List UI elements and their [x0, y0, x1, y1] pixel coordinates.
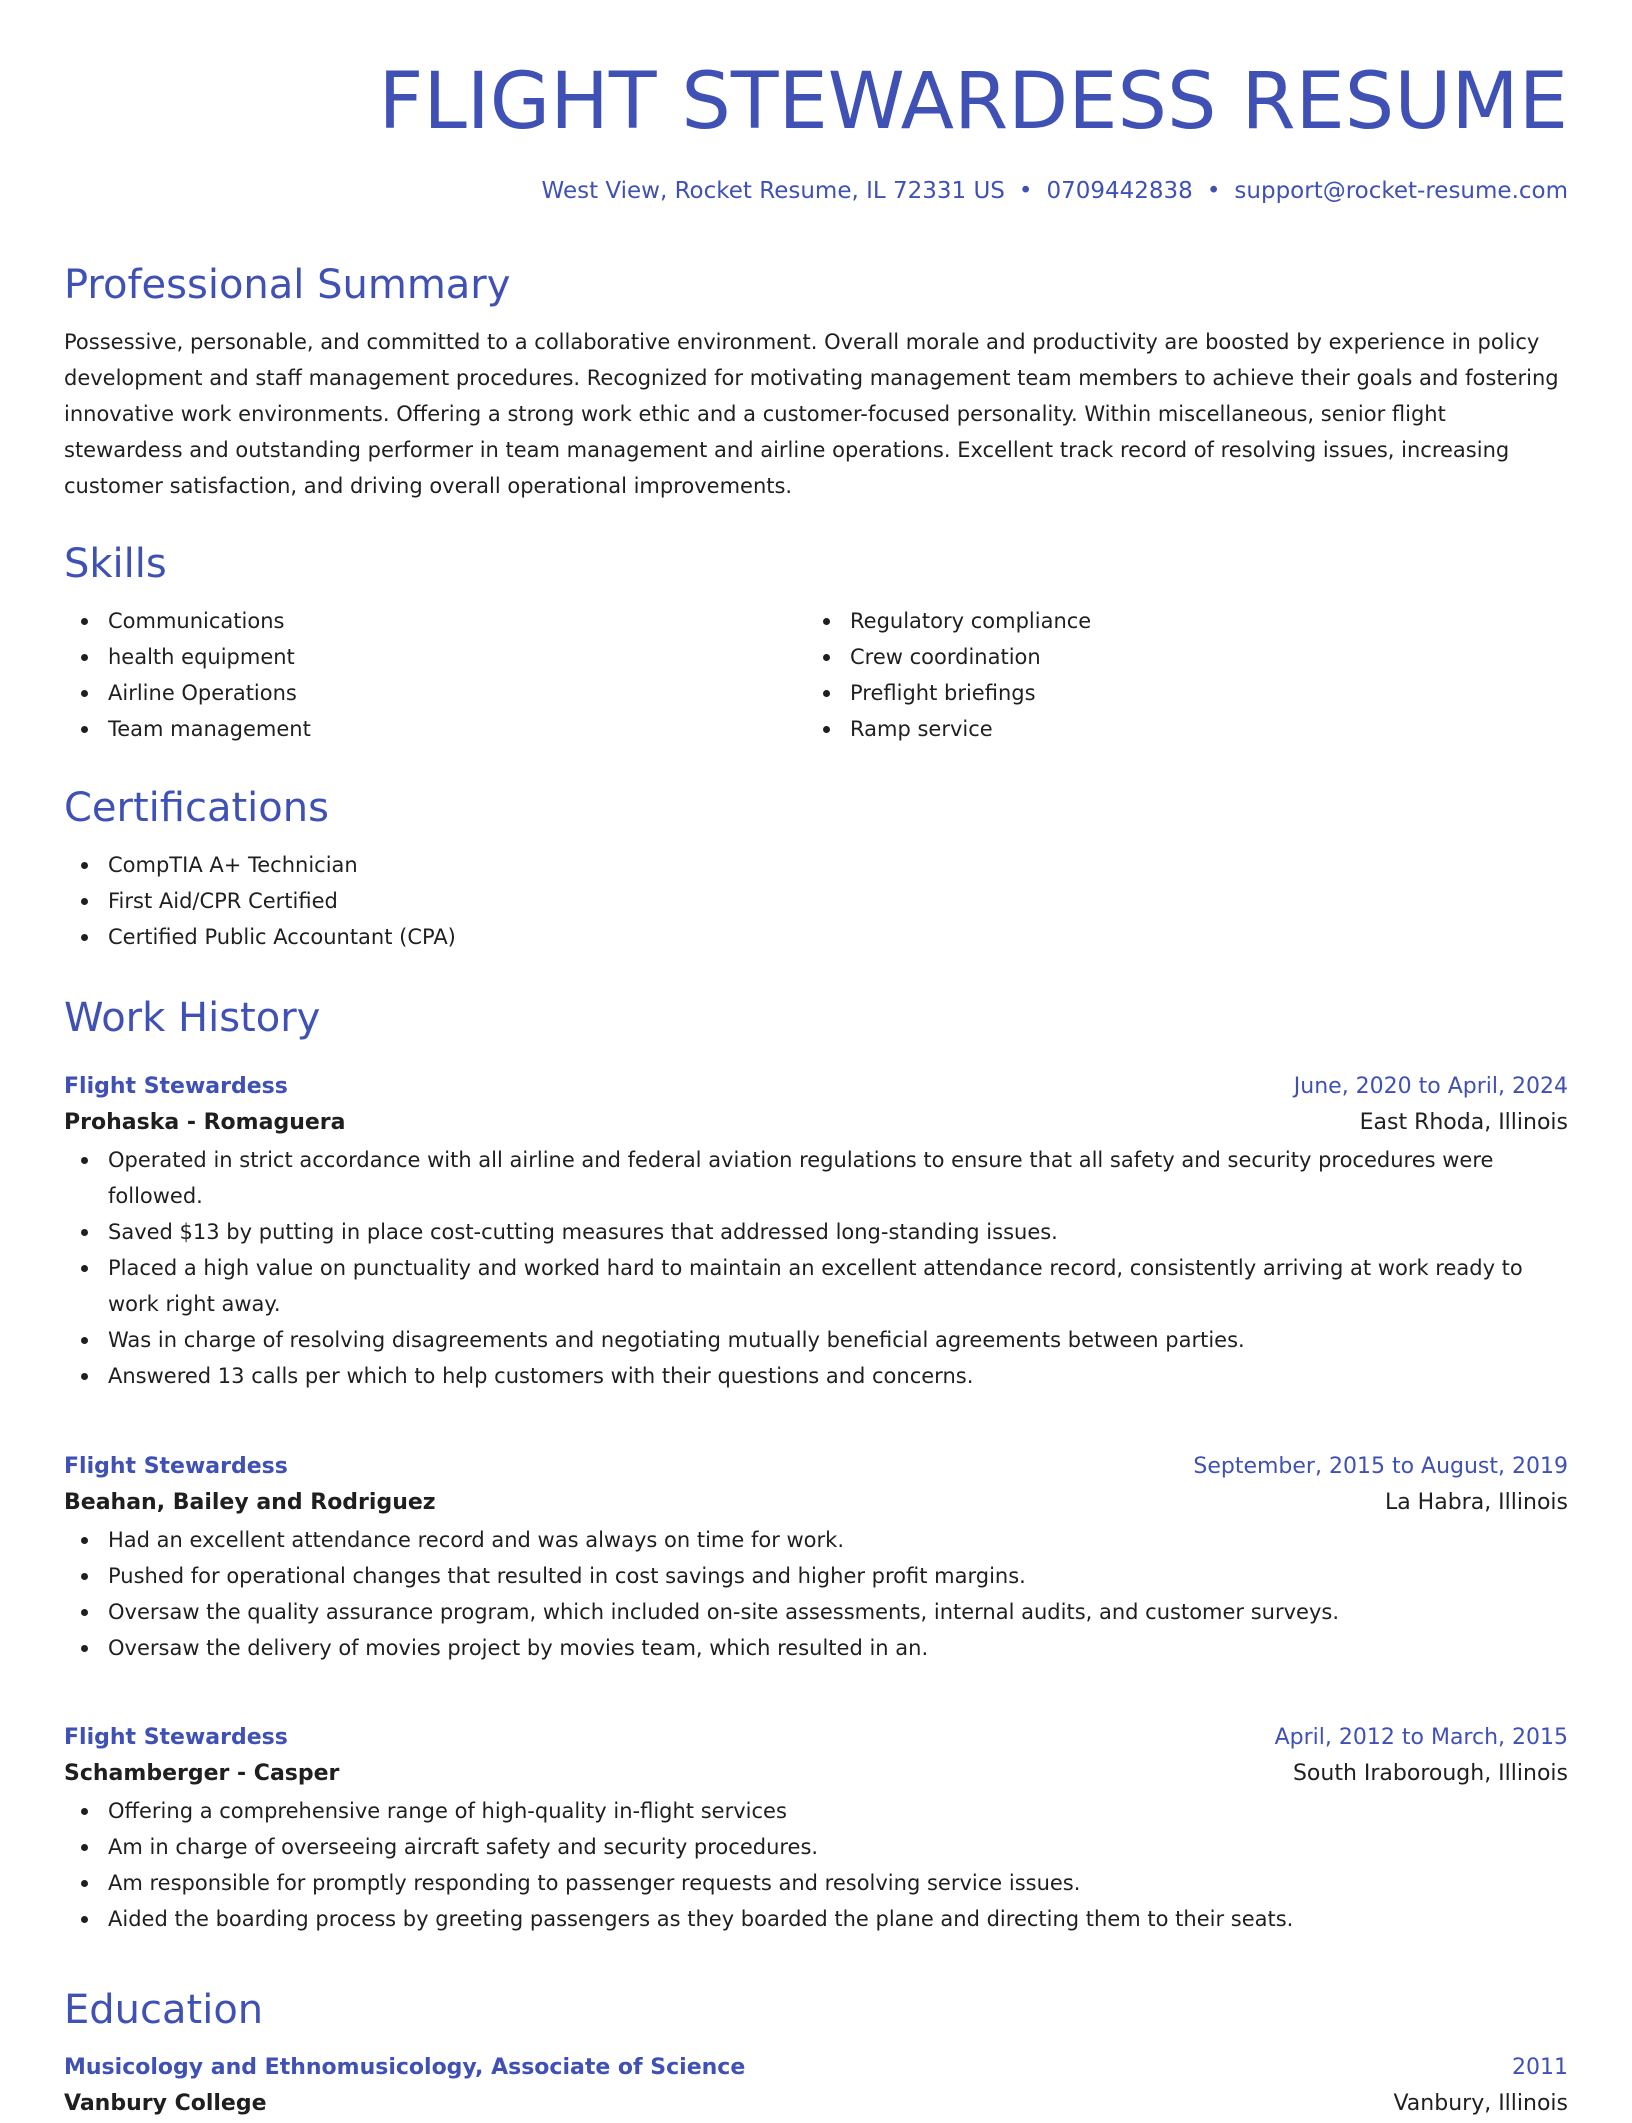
job-bullet: Aided the boarding process by greeting passengers as they boarded the plane and directing them to their seats.	[64, 1901, 1568, 1937]
job-bullet: Placed a high value on punctuality and worked hard to maintain an excellent attendance record, consistently arriving at work ready to work right away.	[64, 1250, 1568, 1322]
summary-section	[64, 260, 1568, 504]
skills-heading: Skills	[64, 541, 167, 587]
job-title: Flight Stewardess	[64, 1725, 288, 1750]
job-title: Flight Stewardess	[64, 1074, 288, 1099]
job-entry	[64, 1070, 1568, 1394]
skills-column-left	[64, 603, 806, 747]
work-history-section	[64, 993, 1568, 1043]
job-bullet: Answered 13 calls per which to help customers with their questions and concerns.	[64, 1358, 1568, 1394]
skill-item: Regulatory compliance	[806, 603, 1548, 639]
job-bullet: Had an excellent attendance record and was always on time for work.	[64, 1522, 1568, 1558]
job-company: Beahan, Bailey and Rodriguez	[64, 1490, 436, 1515]
contact-address: West View, Rocket Resume, IL 72331 US	[541, 178, 1005, 204]
skill-item: Crew coordination	[806, 639, 1548, 675]
job-company: Prohaska - Romaguera	[64, 1110, 346, 1135]
work-history-heading: Work History	[64, 995, 321, 1041]
skill-item: health equipment	[64, 639, 806, 675]
job-bullets	[64, 1793, 1568, 1937]
skill-item: Airline Operations	[64, 675, 806, 711]
certification-item: Certified Public Accountant (CPA)	[64, 919, 1568, 955]
resume-title: FLIGHT STEWARDESS RESUME	[378, 57, 1568, 147]
job-bullet: Oversaw the quality assurance program, which included on-site assessments, internal audits, and customer surveys.	[64, 1594, 1568, 1630]
job-bullets	[64, 1522, 1568, 1666]
skills-column-right	[806, 603, 1548, 747]
job-location: East Rhoda, Illinois	[1359, 1110, 1568, 1135]
job-entry	[64, 1450, 1568, 1666]
education-entry	[64, 2051, 1568, 2123]
education-section	[64, 1985, 1568, 2123]
contact-phone: 0709442838	[1046, 178, 1193, 204]
skill-item: Team management	[64, 711, 806, 747]
skills-section	[64, 539, 1568, 747]
job-location: La Habra, Illinois	[1384, 1490, 1568, 1515]
skill-item: Communications	[64, 603, 806, 639]
education-heading: Education	[64, 1987, 264, 2033]
job-dates: September, 2015 to August, 2019	[1193, 1454, 1568, 1479]
contact-email[interactable]: support@rocket-resume.com	[1234, 178, 1568, 204]
job-company: Schamberger - Casper	[64, 1761, 340, 1786]
job-bullet: Was in charge of resolving disagreements and negotiating mutually beneficial agreements between parties.	[64, 1322, 1568, 1358]
job-location: South Iraborough, Illinois	[1292, 1761, 1568, 1786]
contact-line	[64, 176, 1568, 206]
certifications-list	[64, 847, 1568, 955]
job-bullet: Pushed for operational changes that resulted in cost savings and higher profit margins.	[64, 1558, 1568, 1594]
job-dates: April, 2012 to March, 2015	[1274, 1725, 1568, 1750]
summary-heading: Professional Summary	[64, 262, 511, 308]
certifications-heading: Certifications	[64, 785, 329, 831]
job-dates: June, 2020 to April, 2024	[1293, 1074, 1568, 1099]
skill-item: Ramp service	[806, 711, 1548, 747]
education-school: Vanbury College	[64, 2091, 267, 2116]
job-title: Flight Stewardess	[64, 1454, 288, 1479]
job-bullet: Am responsible for promptly responding to passenger requests and resolving service issues.	[64, 1865, 1568, 1901]
education-year: 2011	[1512, 2055, 1568, 2080]
certification-item: First Aid/CPR Certified	[64, 883, 1568, 919]
skill-item: Preflight briefings	[806, 675, 1548, 711]
contact-separator: •	[1206, 178, 1221, 204]
certification-item: CompTIA A+ Technician	[64, 847, 1568, 883]
job-bullet: Am in charge of overseeing aircraft safety and security procedures.	[64, 1829, 1568, 1865]
contact-separator: •	[1018, 178, 1033, 204]
job-bullet: Offering a comprehensive range of high-quality in-flight services	[64, 1793, 1568, 1829]
job-bullet: Saved $13 by putting in place cost-cutting measures that addressed long-standing issues.	[64, 1214, 1568, 1250]
job-bullet: Operated in strict accordance with all airline and federal aviation regulations to ensure that all safety and security procedures were followed.	[64, 1142, 1568, 1214]
job-bullets	[64, 1142, 1568, 1394]
job-bullet: Oversaw the delivery of movies project by movies team, which resulted in an.	[64, 1630, 1568, 1666]
skills-grid	[64, 603, 1568, 747]
education-degree: Musicology and Ethnomusicology, Associate of Science	[64, 2055, 746, 2080]
summary-text: Possessive, personable, and committed to a collaborative environment. Overall morale and productivity are boosted by experience in policy development and staff management procedures. Recognized for motivating management team members to achieve their goals and fostering innovative work environments. Offering a strong work ethic and a customer-focused personality. Within miscellaneous, senior flight stewardess and outstanding performer in team management and airline operations. Excellent track record of resolving issues, increasing customer satisfaction, and driving overall operational improvements.	[64, 330, 1559, 498]
education-location: Vanbury, Illinois	[1393, 2091, 1568, 2116]
resume-page	[64, 0, 1568, 2116]
certifications-section	[64, 783, 1568, 955]
job-entry	[64, 1721, 1568, 1937]
